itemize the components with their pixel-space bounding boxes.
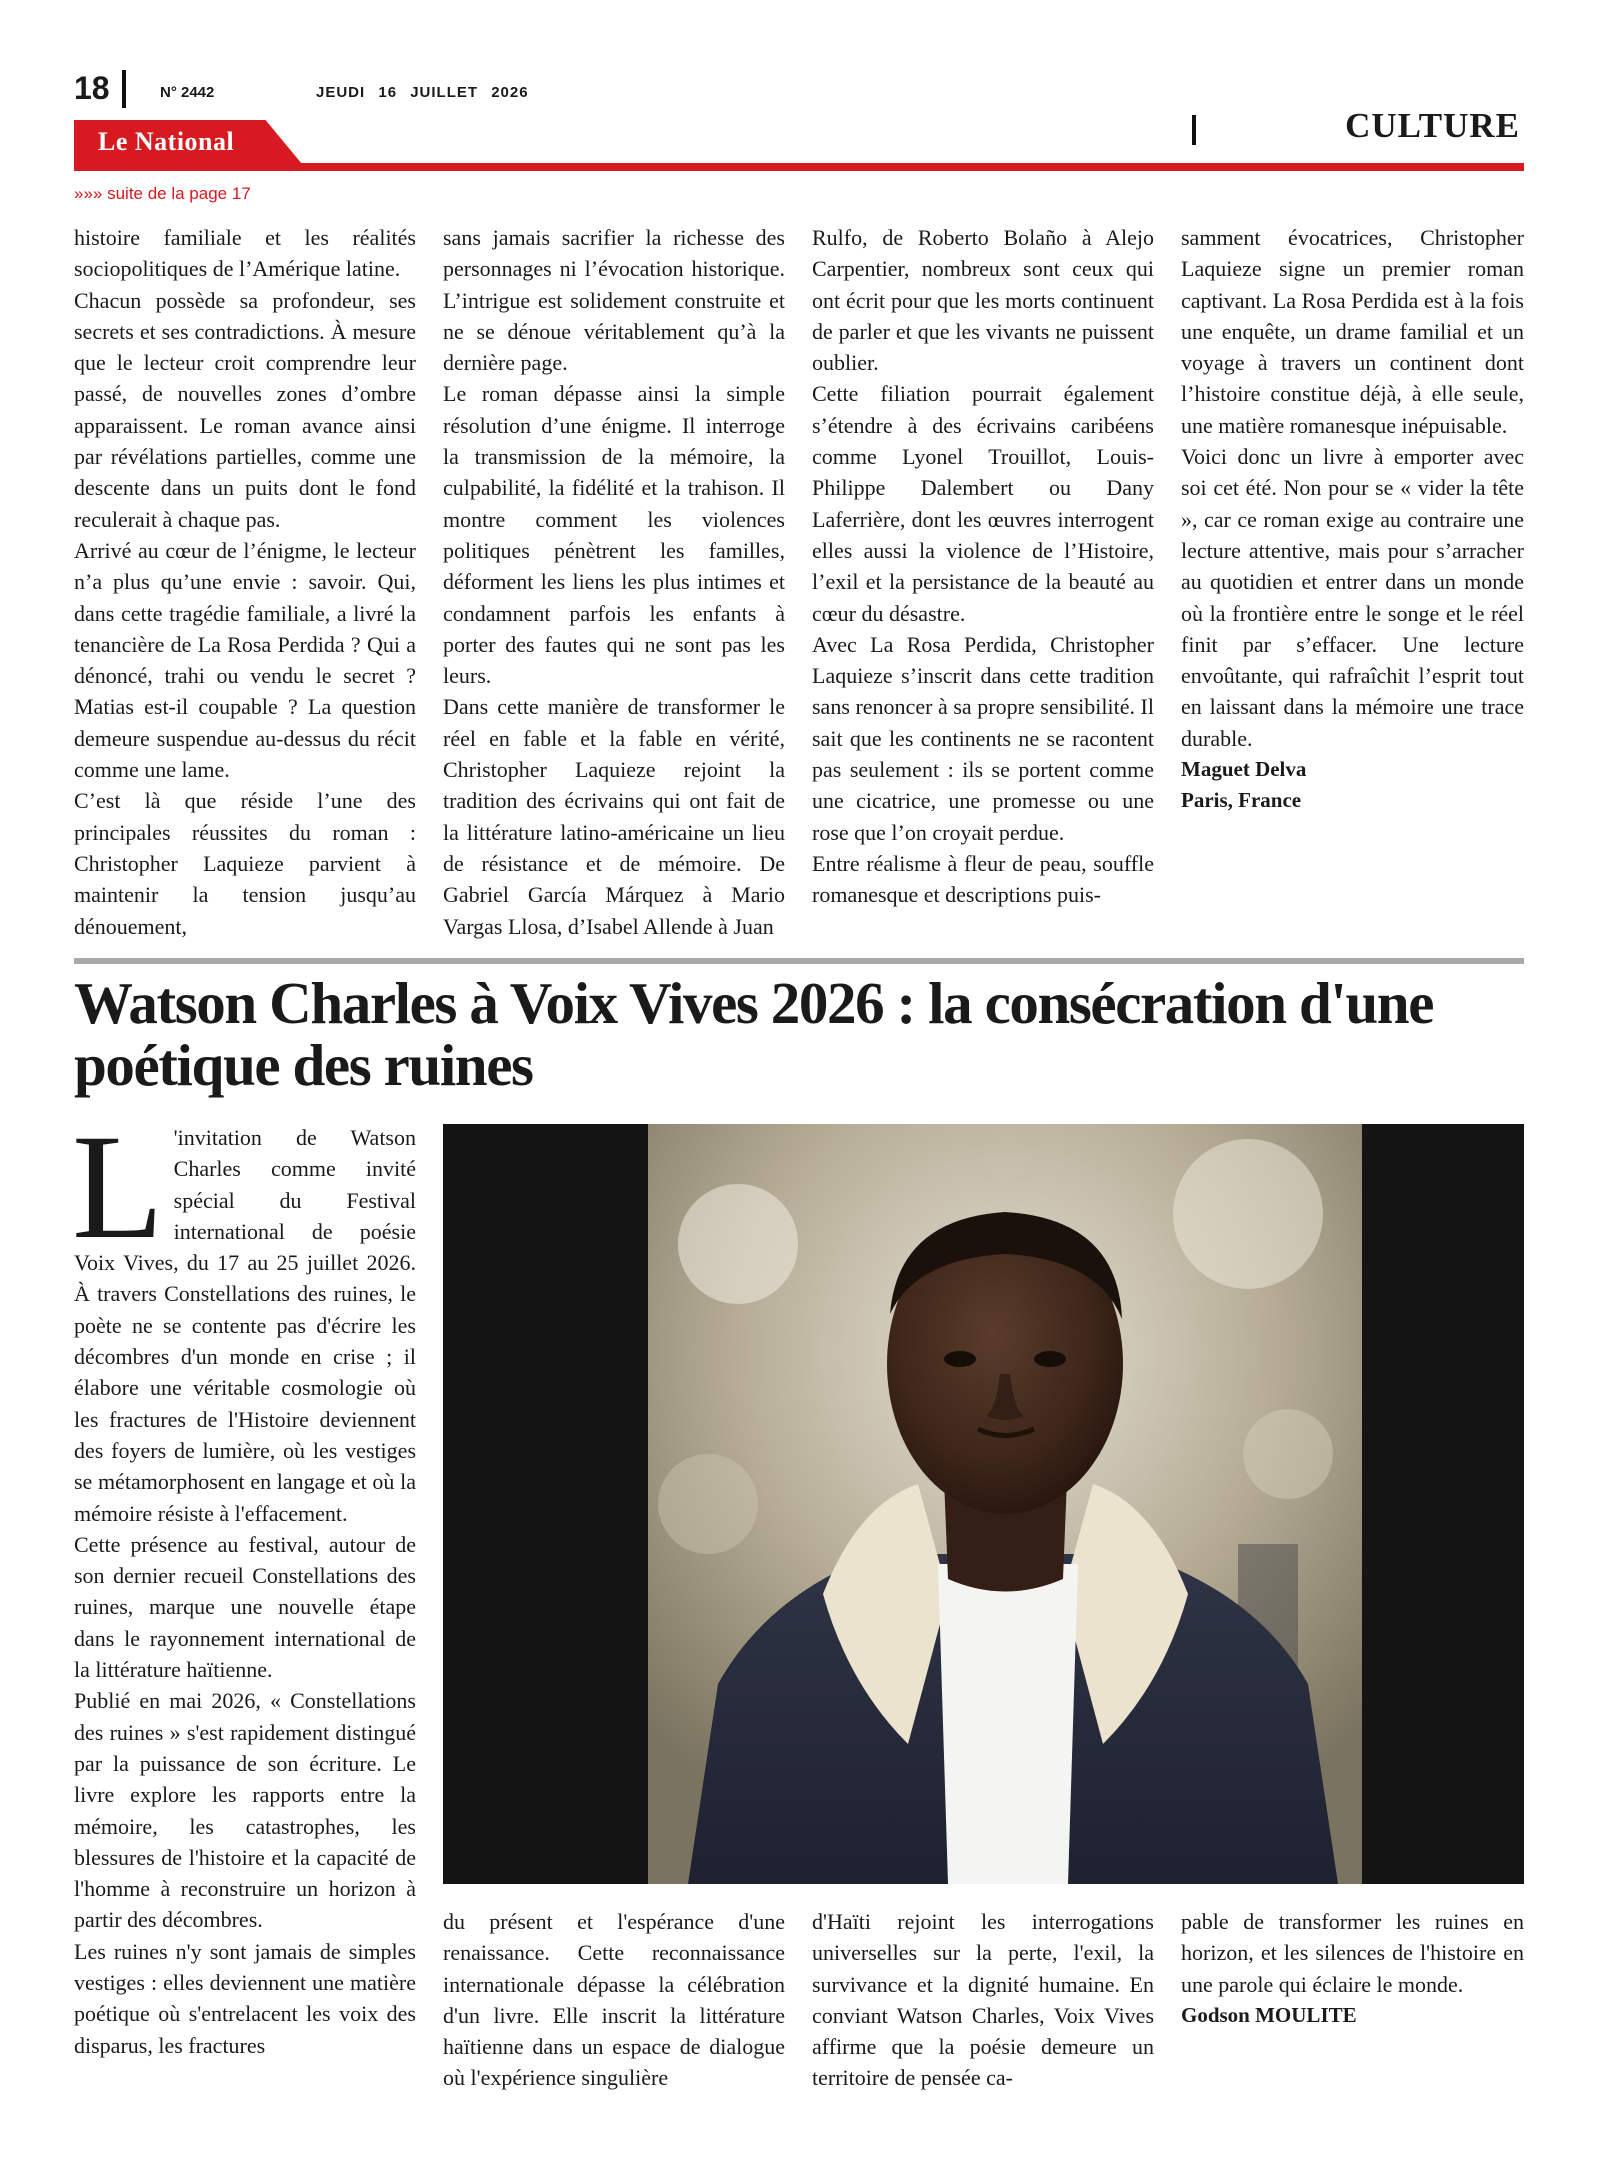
article2-column-2 bbox=[443, 1906, 785, 2116]
paragraph: Chacun possède sa profondeur, ses secrets et ses contradictions. À mesure que le lecteur croit comprendre leur passé, de nouvelles zones d’ombre apparaissent. Le roman avance ainsi par révélations partielles, comme une descente dans un puits dont le fond reculerait à chaque pas. bbox=[74, 287, 416, 532]
section-title: CULTURE bbox=[1345, 106, 1520, 145]
page-number-divider bbox=[122, 70, 126, 108]
paragraph: histoire familiale et les réalités sociopolitiques de l’Amérique latine. bbox=[74, 225, 416, 282]
paragraph: Les ruines n'y sont jamais de simples vestiges : elles deviennent une matière poétique où s'entrelacent les voix des disparus, les fractures bbox=[74, 1938, 416, 2058]
paragraph: pable de transformer les ruines en horizon, et les silences de l'histoire en une parole qui éclaire le monde. bbox=[1181, 1909, 1524, 1997]
article2-headline: Watson Charles à Voix Vives 2026 : la consécration d'une poétique des ruines bbox=[74, 970, 1434, 1098]
article-divider bbox=[74, 958, 1524, 964]
portrait-photo bbox=[648, 1124, 1362, 1884]
paragraph: Rulfo, de Roberto Bolaño à Alejo Carpentier, nombreux sont ceux qui ont écrit pour que les morts continuent de parler et que les vivants ne puissent oublier. bbox=[812, 225, 1154, 376]
issue-number: N° 2442 bbox=[160, 84, 215, 101]
paragraph: C’est là que réside l’une des principales réussites du roman : Christopher Laquieze parvient à maintenir la tension jusqu’au dénouement, bbox=[74, 788, 416, 939]
paragraph: Voici donc un livre à emporter avec soi cet été. Non pour se « vider la tête », car ce roman exige au contraire une lecture attentive, mais pour s’arracher au quotidien et entrer dans un monde où la frontière entre le songe et le réel finit par s’effacer. Une lecture envoûtante, qui rafraîchit l’esprit tout en laissant dans la mémoire une trace durable. bbox=[1181, 444, 1524, 751]
paragraph bbox=[72, 1104, 416, 1529]
paragraph: sans jamais sacrifier la richesse des personnages ni l’évocation historique. L’intrigue est solidement construite et ne se dénoue véritablement qu’à la dernière page. bbox=[443, 225, 785, 376]
paragraph: samment évocatrices, Christopher Laquieze signe un premier roman captivant. La Rosa Perdida est à la fois une enquête, un drame familial et un voyage à travers un continent dont l’histoire constitue déjà, à elle seule, une matière romanesque inépuisable. bbox=[1181, 225, 1524, 438]
drop-cap: L bbox=[72, 1104, 164, 1270]
article-photo bbox=[443, 1124, 1524, 1884]
article1-column-2 bbox=[443, 222, 785, 948]
article1-column-4 bbox=[1181, 222, 1524, 948]
paragraph: d'Haïti rejoint les interrogations universelles sur la perte, l'exil, la survivance et la dignité humaine. En conviant Watson Charles, Voix Vives affirme que la poésie demeure un territoire de pensée ca- bbox=[812, 1909, 1154, 2091]
paragraph: Arrivé au cœur de l’énigme, le lecteur n’a plus qu’une envie : savoir. Qui, dans cette tragédie familiale, a livré la tenancière de La Rosa Perdida ? Qui a dénoncé, trahi ou vendu le secret ? Matias est-il coupable ? La question demeure suspendue au-dessus du récit comme une lame. bbox=[74, 537, 416, 783]
continued-from-link[interactable]: »»» suite de la page 17 bbox=[74, 184, 251, 203]
article1-author bbox=[1181, 754, 1524, 816]
publication-date: JEUDI 16 JUILLET 2026 bbox=[316, 84, 529, 101]
article1-column-1 bbox=[74, 222, 416, 948]
lead-text: 'invitation de Watson Charles comme invité spécial du Festival international de poésie Voix Vives, du 17 au 25 juillet 2026. À travers Constellations des ruines, le poète ne se contente pas d'écrire les décombres d'un monde en crise ; il élabore une véritable cosmologie où les fractures de l'Histoire deviennent des foyers de lumière, où les vestiges se métamorphosent en langage et où la mémoire résiste à l'effacement. bbox=[74, 1125, 416, 1526]
section-divider bbox=[1192, 115, 1196, 145]
article2-column-4 bbox=[1181, 1906, 1524, 2116]
portrait-illustration bbox=[648, 1124, 1362, 1884]
paragraph: Le roman dépasse ainsi la simple résolution d’une énigme. Il interroge la transmission de la mémoire, la culpabilité, la fidélité et la trahison. Il montre comment les violences politiques pénètrent les familles, déforment les liens les plus intimes et condamnent parfois les enfants à porter des fautes qui ne sont pas les leurs. bbox=[443, 381, 785, 689]
paragraph: Avec La Rosa Perdida, Christopher Laquieze s’inscrit dans cette tradition sans renoncer à sa propre sensibilité. Il sait que les continents ne se racontent pas seulement : ils se portent comme une cicatrice, une promesse ou une rose que l’on croyait perdue. bbox=[812, 631, 1154, 845]
article2-column-3 bbox=[812, 1906, 1154, 2116]
article1-column-3 bbox=[812, 222, 1154, 948]
paragraph: Cette filiation pourrait également s’étendre à des écrivains caribéens comme Lyonel Trouillot, Louis-Philippe Dalembert ou Dany Laferrière, dont les œuvres interrogent elles aussi la violence de l’Histoire, l’exil et la persistance de la beauté au cœur du désastre. bbox=[812, 381, 1154, 626]
author-name: Maguet Delva bbox=[1181, 757, 1307, 782]
page-number: 18 bbox=[74, 70, 110, 106]
author-location: Paris, France bbox=[1181, 788, 1302, 813]
header-rule bbox=[74, 163, 1524, 171]
brand-logo: Le National bbox=[98, 127, 235, 156]
paragraph: du présent et l'espérance d'une renaissance. Cette reconnaissance internationale dépasse la célébration d'un livre. Elle inscrit la littérature haïtienne dans un espace de dialogue où l'expérience singulière bbox=[443, 1909, 785, 2091]
article2-column-1 bbox=[72, 1104, 416, 2112]
article2-author: Godson MOULITE bbox=[1181, 2002, 1357, 2027]
paragraph: Publié en mai 2026, « Constellations des ruines » s'est rapidement distingué par la puissance de son écriture. Le livre explore les rapports entre la mémoire, les catastrophes, les blessures de l'histoire et la capacité de l'homme à reconstruire un horizon à partir des décombres. bbox=[74, 1688, 416, 1933]
paragraph: Dans cette manière de transformer le réel en fable et la fable en vérité, Christopher Laquieze rejoint la tradition des écrivains qui ont fait de la littérature latino-américaine un lieu de résistance et de mémoire. De Gabriel García Márquez à Mario Vargas Llosa, d’Isabel Allende à Juan bbox=[443, 694, 785, 939]
paragraph: Cette présence au festival, autour de son dernier recueil Constellations des ruines, marque une nouvelle étape dans le rayonnement international de la littérature haïtienne. bbox=[74, 1531, 416, 1683]
paragraph: Entre réalisme à fleur de peau, souffle romanesque et descriptions puis- bbox=[812, 850, 1154, 908]
